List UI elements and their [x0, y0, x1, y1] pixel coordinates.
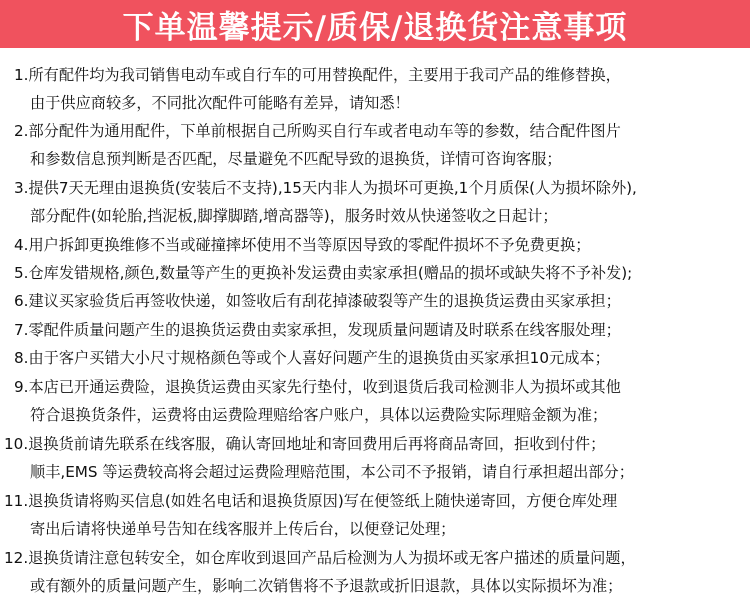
notice-9-line-1: 9.本店已开通运费险，退换货运费由买家先行垫付，收到退货后我司检测非人为损坏或其他	[14, 378, 621, 396]
notice-10-line-1: 10.退换货前请先联系在线客服，确认寄回地址和寄回费用后再将商品寄回，拒收到付件；	[4, 435, 606, 453]
notice-5-line-1: 5.仓库发错规格,颜色,数量等产生的更换补发运费由卖家承担(赠品的损坏或缺失将不予补发);	[14, 264, 633, 282]
notice-3-line-1: 3.提供7天无理由退换货(安装后不支持),15天内非人为损坏可更换,1个月质保(人为损坏除外),	[14, 179, 637, 197]
notice-8-line-1: 8.由于客户买错大小尺寸规格颜色等或个人喜好问题产生的退换货由买家承担10元成本；	[14, 349, 610, 367]
notice-11-line-1: 11.退换货请将购买信息(如姓名电话和退换货原因)写在便签纸上随快递寄回，方便仓库处理	[4, 492, 618, 510]
notice-9-line-2: 符合退换货条件，运费将由运费险理赔给客户账户，具体以运费险实际理赔金额为准；	[30, 406, 608, 424]
notice-1-line-1: 1.所有配件均为我司销售电动车或自行车的可用替换配件，主要用于我司产品的维修替换，	[14, 66, 621, 84]
notice-4-line-1: 4.用户拆卸更换维修不当或碰撞摔坏使用不当等原因导致的零配件损坏不予免费更换；	[14, 236, 591, 254]
notice-7-line-1: 7.零配件质量问题产生的退换货运费由卖家承担，发现质量问题请及时联系在线客服处理；	[14, 321, 621, 339]
notice-6-line-1: 6.建议买家验货后再签收快递，如签收后有刮花掉漆破裂等产生的退换货运费由买家承担；	[14, 292, 621, 310]
notice-12-line-2: 或有额外的质量问题产生，影响二次销售将不予退款或折旧退款，具体以实际损坏为准；	[30, 577, 623, 595]
notice-10-line-2: 顺丰,EMS 等运费较高将会超过运费险理赔范围，本公司不予报销，请自行承担超出部分；	[30, 463, 634, 481]
page-title: 下单温馨提示/质保/退换货注意事项	[122, 9, 628, 46]
notice-1-line-2: 由于供应商较多，不同批次配件可能略有差异，请知悉！	[30, 94, 410, 112]
title-banner	[0, 0, 750, 48]
notice-3-line-2: 部分配件(如轮胎,挡泥板,脚撑脚踏,增高器等)，服务时效从快递签收之日起计；	[30, 207, 558, 225]
notice-2-line-2: 和参数信息预判断是否匹配，尽量避免不匹配导致的退换货，详情可咨询客服；	[30, 150, 562, 168]
notice-11-line-2: 寄出后请将快递单号告知在线客服并上传后台，以便登记处理；	[30, 520, 456, 538]
notice-2-line-1: 2.部分配件为通用配件，下单前根据自己所购买自行车或者电动车等的参数，结合配件图片	[14, 122, 621, 140]
notice-12-line-1: 12.退换货请注意包转安全，如仓库收到退回产品后检测为人为损坏或无客户描述的质量问题，	[4, 549, 636, 567]
